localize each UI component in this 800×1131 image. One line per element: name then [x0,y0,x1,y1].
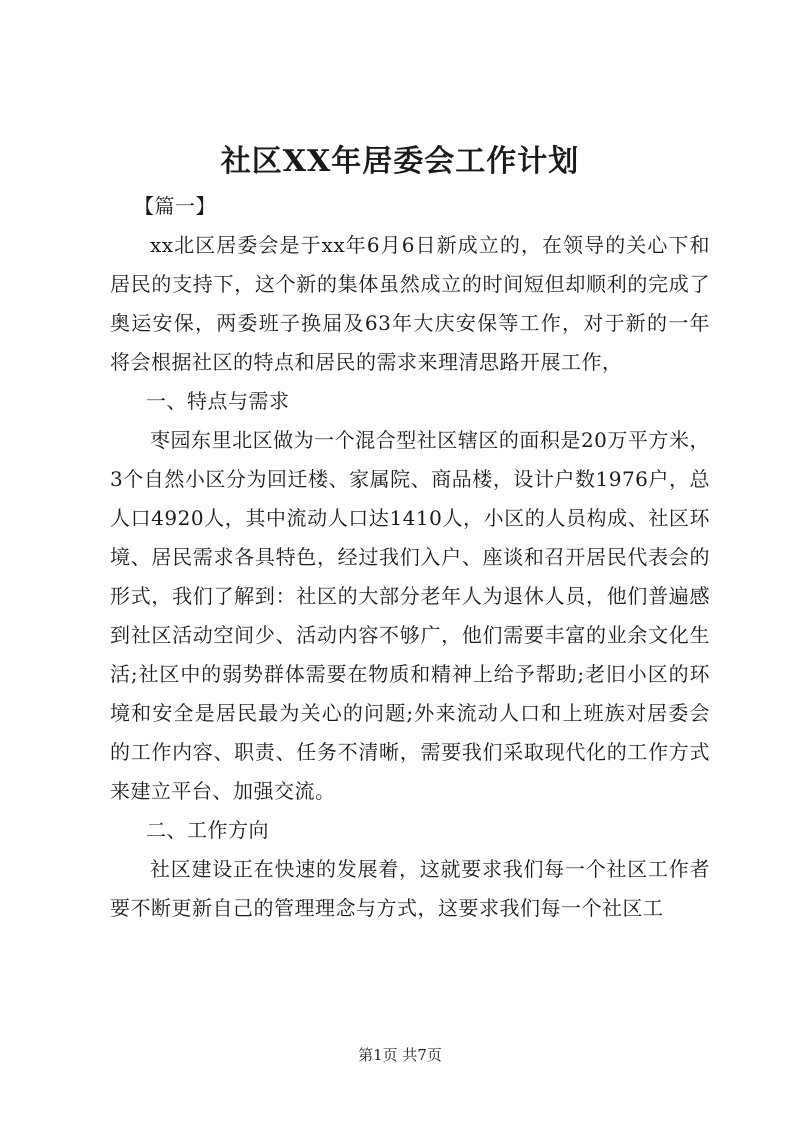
paragraph-direction: 社区建设正在快速的发展着，这就要求我们每一个社区工作者要不断更新自己的管理理念与方式，这要求我们每一个社区工 [110,857,710,920]
section-heading-1: 一、特点与需求 [146,389,290,413]
section-heading-2: 二、工作方向 [146,818,269,842]
document-title: 社区XX年居委会工作计划 [220,144,580,179]
document-body [110,187,710,928]
paragraph-intro: xx北区居委会是于xx年6月6日新成立的，在领导的关心下和居民的支持下，这个新的集体虽然成立的时间短但却顺利的完成了奥运安保，两委班子换届及63年大庆安保等工作，对于新的一年将会根据社区的特点和居民的需求来理清思路开展工作， [110,233,710,374]
paragraph-characteristics: 枣园东里北区做为一个混合型社区辖区的面积是20万平方米，3个自然小区分为回迁楼、家属院、商品楼，设计户数1976户，总人口4920人，其中流动人口达1410人，小区的人员构成、社区环境、居民需求各具特色，经过我们入户、座谈和召开居民代表会的形式，我们了解到：社区的大部分老年人为退休人员，他们普遍感到社区活动空间少、活动内容不够广，他们需要丰富的业余文化生活;社区中的弱势群体需要在物质和精神上给予帮助;老旧小区的环境和安全是居民最为关心的问题;外来流动人口和上班族对居委会的工作内容、职责、任务不清晰，需要我们采取现代化的工作方式来建立平台、加强交流。 [110,428,710,803]
page-footer: 第1页 共7页 [358,1046,442,1064]
section-label: 【篇一】 [134,194,216,218]
